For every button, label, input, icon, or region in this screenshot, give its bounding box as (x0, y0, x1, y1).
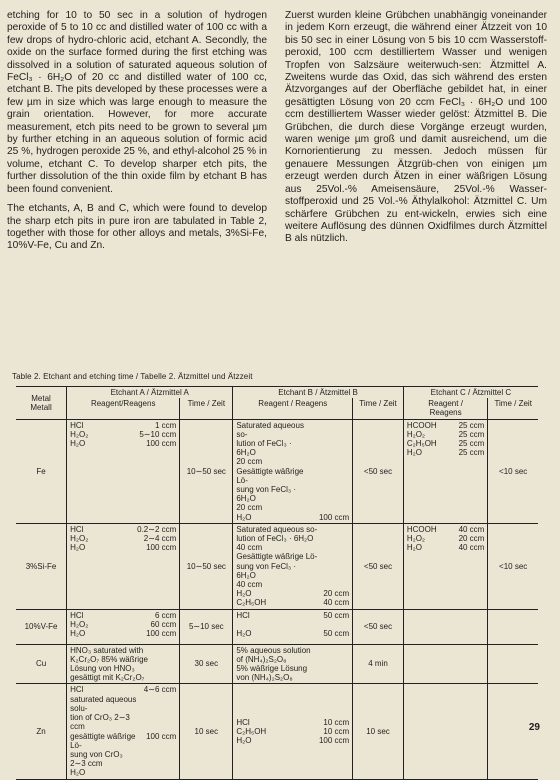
time-b: 4 min (353, 644, 404, 684)
reagent-c-chem: HCOOH H₂O₂ H₂O (406, 524, 437, 553)
time-b: <50 sec (353, 609, 404, 644)
table-row (16, 523, 538, 609)
reagent-c-amount: 40 ccm 20 ccm 40 ccm (458, 524, 485, 553)
reagent-b-amount: 10 ccm 10 ccm 100 ccm (318, 717, 350, 746)
table-row (16, 644, 538, 684)
english-paragraph-2: The etchants, A, B and C, which were found to develop the sharp etch pits in pure iron are tabulated in Table 2, together with those for other alloys and metals, 3%Si-Fe, 10%V-Fe, Cu and Zn. (7, 203, 267, 252)
time-c: <10 sec (488, 523, 538, 609)
reagent-c-chem: HCOOH H₂O₂ C₂H₅OH H₂O (406, 420, 437, 458)
time-b: 10 sec (353, 684, 404, 779)
reagent-a-amount: 1 ccm 5∼10 ccm 100 ccm (139, 420, 177, 449)
time-a: 5∼10 sec (180, 609, 233, 644)
table-row (16, 609, 538, 644)
reagent-b-chem: 5% aqueous solution of (NH₄)₂S₂O₈ 5% wäßrige Lösung von (NH₄)₂S₂O₈ (233, 644, 353, 684)
german-column (285, 10, 547, 253)
reagent-a-chem: HCl H₂O₂ H₂O (70, 524, 89, 553)
metal-cell: Cu (35, 659, 47, 669)
reagent-a-chem: HCl saturated aqueous solu- tion of CrO₃ 2∼3 ccm gesättigte wäßrige Lö- sung von CrO₃ 2∼3 ccm H₂O (70, 685, 137, 778)
time-a: 10 sec (180, 684, 233, 779)
reagent-a-header: Reagent/Reagens (67, 398, 180, 419)
etchant-a-header: Etchant A / Ätzmittel A (67, 387, 233, 399)
reagent-a-chem: HCl H₂O₂ H₂O (70, 420, 89, 449)
reagent-b-amount: 100 ccm (318, 512, 350, 522)
metal-cell: 10%V-Fe (24, 622, 58, 632)
reagent-a-amount: 0.2∼2 ccm 2∼4 ccm 100 ccm (137, 524, 177, 553)
time-b: <50 sec (353, 523, 404, 609)
table-row (16, 419, 538, 523)
time-a: 10∼50 sec (180, 523, 233, 609)
reagent-b-chem: HCl H₂O (236, 610, 252, 639)
reagent-b-amount: 50 ccm 50 ccm (323, 610, 350, 639)
metal-header: Metal Metall (16, 387, 67, 420)
reagent-c-amount: 25 ccm 25 ccm 25 ccm 25 ccm (458, 420, 485, 458)
table-row (16, 684, 538, 779)
time-c-header: Time / Zeit (488, 398, 538, 419)
reagent-b-amount: 20 ccm 40 ccm (323, 589, 350, 608)
reagent-a-amount: 6 ccm 60 ccm 100 ccm (146, 610, 177, 639)
time-a: 30 sec (180, 644, 233, 684)
english-paragraph-1: etching for 10 to 50 sec in a solution of hydrogen peroxide of 5 to 10 cc and distilled water of 100 cc with a few drops of hydro-chloric acid, etchant A. Secondly, the oxide on the surface formed during the first etching was dissolved in a solution of saturated aqueous solution of FeCl₃ · 6H₂O of 20 cc and distilled water of 100 cc, etchant B. The pits developed by these processes were a few µm in size which was large enough to measure the grain orientation. However, for more accurate measurement, etch pits need to be grown to several µm by further etching in an aqueous solution of formic acid 25 %, hydrogen peroxide 25 %, and ethyl-alcohol 25 % in volume, etchant C. To develop sharper etch pits, the further dissolution of the thin oxide film by etchant B has been found convenient. (7, 10, 267, 195)
etchant-b-header: Etchant B / Ätzmittel B (233, 387, 404, 399)
reagent-b-chem: Saturated aqueous so- lution of FeCl₃ · 6H₂O 40 ccm Gesättigte wäßrige Lö- sung von FeCl₃ · 6H₂O 40 ccm H₂O C₂H₅OH (236, 524, 318, 608)
table-caption: Table 2. Etchant and etching time / Tabelle 2. Ätzmittel und Ätzzeit (12, 372, 253, 381)
time-a-header: Time / Zeit (180, 398, 233, 419)
time-b: <50 sec (353, 419, 404, 523)
reagent-a-chem: HNO₃ saturated with K₂Cr₂O₇ 85% wäßrige Lösung von HNO₃ gesättigt mit K₂Cr₂O₇ (67, 644, 180, 684)
reagent-a-amount: 4∼6 ccm 100 ccm (143, 685, 177, 741)
time-c: <10 sec (488, 419, 538, 523)
page-number: 29 (528, 722, 540, 733)
metal-cell: Fe (36, 466, 46, 476)
english-column (7, 10, 267, 260)
reagent-b-header: Reagent / Reagens (233, 398, 353, 419)
etchant-c-header: Etchant C / Ätzmittel C (403, 387, 538, 399)
metal-cell: Zn (36, 726, 46, 736)
time-a: 10∼50 sec (180, 419, 233, 523)
metal-cell: 3%Si-Fe (25, 561, 57, 571)
reagent-b-chem: Saturated aqueous so- lution of FeCl₃ · 6H₂O 20 ccm Gesättigte wäßrige Lö- sung von FeCl₃ · 6H₂O 20 ccm H₂O (236, 420, 304, 522)
reagent-b-chem: HCl C₂H₅OH H₂O (236, 717, 267, 746)
german-paragraph-1: Zuerst wurden kleine Grübchen unabhängig voneinander in jedem Korn erzeugt, die während einer Ätzzeit von 10 bis 50 sec in einer Lösung von 5 bis 10 ccm Wasserstoff-peroxid, 100 ccm destilliertem Wasser und wenigen Tropfen von Salzsäure weiterwuch-sen: Ätzmittel A. Zweitens wurde das Oxid, das sich während des ersten Ätzvorganges auf der Oberfläche gebildet hat, in einer gesättigten Lösung von 20 ccm FeCl₃ · 6H₂O und 100 ccm destilliertem Wasser wieder gelöst: Ätzmittel B. Die Grübchen, die durch diese Vorgänge erzeugt wurden, waren wenige µm groß und damit ausreichend, um die Kornorientierung zu messen. Jedoch müssen für genauere Messungen Ätzgrüb-chen von einigen µm erzeugt werden durch Ätzen in einer wäßrigen Lösung aus 25Vol.-% Ameisensäure, 25Vol.-% Wasser-stoffperoxid und 25 Vol.-% Äthylalkohol: Ätzmittel C. Um schärfere Grübchen zu ent-wickeln, erwies sich eine weitere Auflösung des dünnen Oxidfilmes durch Ätzmittel B als nützlich. (285, 10, 547, 245)
reagent-c-header: Reagent / Reagens (403, 398, 488, 419)
etchant-table (16, 386, 538, 780)
reagent-a-chem: HCl H₂O₂ H₂O (70, 610, 89, 639)
time-b-header: Time / Zeit (353, 398, 404, 419)
